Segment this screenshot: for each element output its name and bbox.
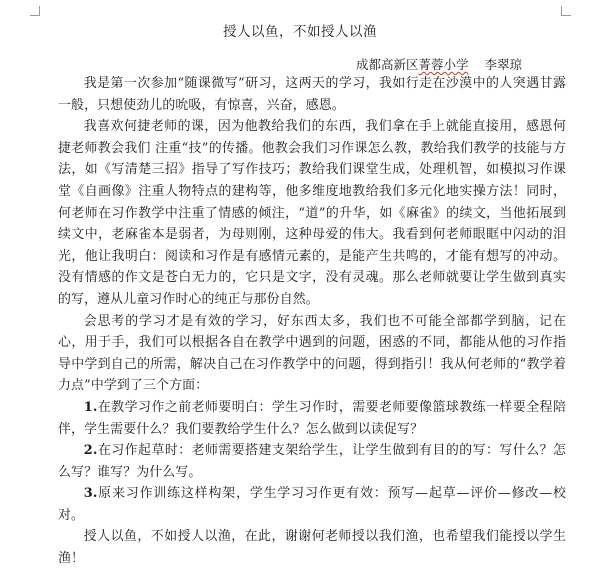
list-number: 1. [83,399,98,415]
paragraph-text: 在习作起草时：老师需要搭建支架给学生，让学生做到有目的的写：写什么？怎么写？谁写？为什么写。 [58,443,566,480]
numbered-paragraph [58,483,566,526]
author-name: 李翠琼 [484,57,523,72]
paragraph-text: 在教学习作之前老师要明白：学生习作时，需要老师要像篮球教练一样要全程陪伴，学生需要什么？我们要教给学生什么？怎么做到以读促写？ [58,399,566,437]
numbered-paragraph [58,397,566,440]
paragraph-text: 我是第一次参加“随课微写”研习，这两天的学习，我如行走在沙漠中的人突遇甘露一般，只想使劲儿的吮吸，有惊喜，兴奋，感恩。 [58,76,566,113]
list-number: 3. [83,486,98,502]
numbered-paragraph [58,440,566,483]
paragraph-text: 原来习作训练这样构架，学生学习习作更有效：预写—起草—评价—修改—校对。 [58,486,566,523]
paragraph [58,116,566,310]
page-margin-corner-marker [30,6,40,16]
paragraph [58,73,566,116]
list-number: 2. [83,443,98,459]
paragraph [58,311,566,397]
school-name-spellcheck[interactable]: 菁蓉小学 [418,57,469,72]
document-body [58,73,566,570]
paragraph-text: 会思考的学习才是有效的学习，好东西太多，我们也不可能全部都学到脑，记在心，用于手，我们可以根据各自在教学中遇到的问题，困惑的不同，都能从他的习作指导中学到自己的所需，解决自己在习作教学中的问题，得到指引！我从何老师的“教学着力点”中学到了三个方面： [58,313,566,394]
author-line [356,55,522,73]
paragraph-text: 授人以鱼，不如授人以渔，在此，谢谢何老师授以我们渔，也希望我们能授以学生渔！ [58,529,566,567]
document-title: 授人以鱼，不如授人以渔 [223,24,377,40]
school-prefix: 成都高新区 [356,57,419,72]
paragraph-text: 我喜欢何捷老师的课，因为他教给我们的东西，我们拿在手上就能直接用，感恩何捷老师教会我们 注重“技”的传播。他教会我们习作课怎么教，教给我们教学的技能与方法，如《写清楚三招》指导了写作技巧；教给我们课堂生成，处理机智，如模拟习作课堂《自画像》注重人物特点的建构等，他多维度地教给我们多元化地实操方法！同时，何老师在习作教学中注重了情感的倾注，“道”的升华，如《麻雀》的续文，当他拓展到续文中，老麻雀本是弱者，为母则刚，这种母爱的伟大。我看到何老师眼眶中闪动的泪光，他让我明白：阅读和习作是有感情元素的，是能产生共鸣的，才能有想写的冲动。没有情感的作文是苍白无力的，它只是文字，没有灵魂。那么老师就要让学生做到真实的写，遵从儿童习作时心的纯正与那份自然。 [58,119,566,307]
page-margin-corner-marker [561,6,571,16]
paragraph [58,526,566,569]
